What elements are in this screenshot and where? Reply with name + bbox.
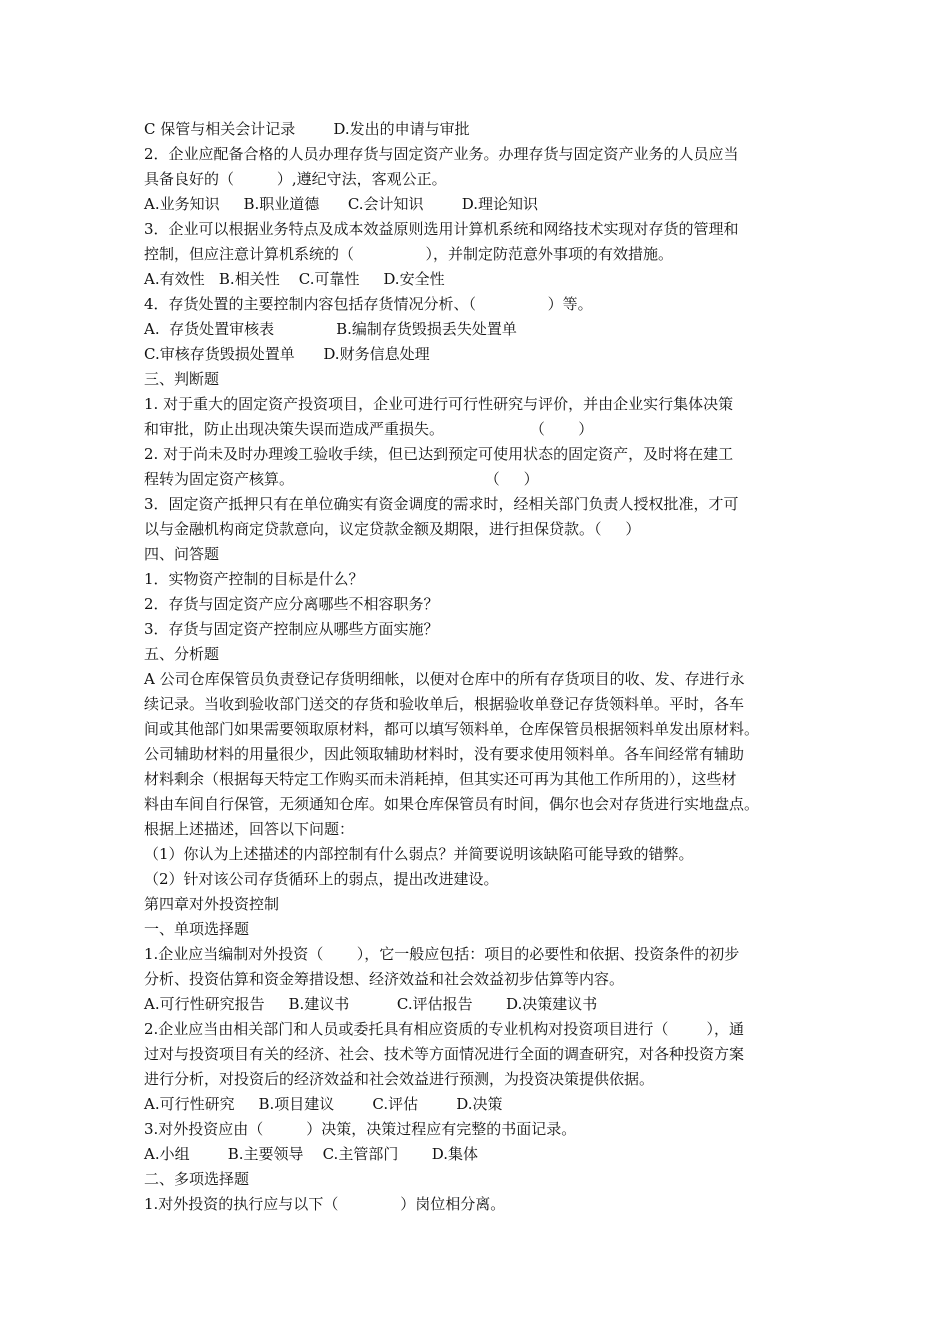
section-heading: 三、判断题 — [144, 370, 220, 388]
section-heading: 一、单项选择题 — [144, 920, 250, 938]
question-line: 2. 对于尚未及时办理竣工验收手续，但已达到预定可使用状态的固定资产，及时将在建工 — [144, 445, 734, 463]
question-line: 2．企业应配备合格的人员办理存货与固定资产业务。办理存货与固定资产业务的人员应当 — [144, 145, 739, 163]
paragraph-line: 续记录。当收到验收部门送交的存货和验收单后，根据验收单登记存货领料单。平时，各车 — [144, 695, 745, 713]
chapter-heading: 第四章对外投资控制 — [144, 895, 280, 913]
section-heading: 五、分析题 — [144, 645, 220, 663]
question-line: 3．存货与固定资产控制应从哪些方面实施？ — [144, 620, 439, 638]
option-line: A.业务知识 B.职业道德 C.会计知识 D.理论知识 — [144, 195, 538, 213]
question-line: 3．固定资产抵押只有在单位确实有资金调度的需求时，经相关部门负责人授权批准，才可 — [144, 495, 739, 513]
question-line: 3.对外投资应由（ ）决策，决策过程应有完整的书面记录。 — [144, 1120, 577, 1138]
option-line: C.审核存货毁损处置单 D.财务信息处理 — [144, 345, 430, 363]
question-line: 1.对外投资的执行应与以下（ ）岗位相分离。 — [144, 1195, 506, 1213]
option-line: A. 存货处置审核表 B.编制存货毁损丢失处置单 — [144, 320, 517, 338]
paragraph-line: 材料剩余（根据每天特定工作购买而未消耗掉，但其实还可再为其他工作所用的），这些材 — [144, 770, 737, 788]
question-line: 1．实物资产控制的目标是什么？ — [144, 570, 364, 588]
option-line: A.可行性研究报告 B.建议书 C.评估报告 D.决策建议书 — [144, 995, 598, 1013]
sub-question-line: （2）针对该公司存货循环上的弱点，提出改进建设。 — [144, 870, 499, 888]
question-line: 4．存货处置的主要控制内容包括存货情况分析、（ ）等。 — [144, 295, 593, 313]
paragraph-line: A 公司仓库保管员负责登记存货明细帐，以便对仓库中的所有存货项目的收、发、存进行永 — [144, 670, 745, 688]
paragraph-line: 根据上述描述，回答以下问题： — [144, 820, 355, 838]
question-line: 过对与投资项目有关的经济、社会、技术等方面情况进行全面的调查研究，对各种投资方案 — [144, 1045, 745, 1063]
question-line: 2.企业应当由相关部门和人员或委托具有相应资质的专业机构对投资项目进行（ ），通 — [144, 1020, 744, 1038]
document-page — [144, 117, 809, 1217]
question-line: 1. 对于重大的固定资产投资项目，企业可进行可行性研究与评价，并由企业实行集体决策 — [144, 395, 734, 413]
section-heading: 四、问答题 — [144, 545, 220, 563]
sub-question-line: （1）你认为上述描述的内部控制有什么弱点？并简要说明该缺陷可能导致的错弊。 — [144, 845, 694, 863]
question-line: 2．存货与固定资产应分离哪些不相容职务？ — [144, 595, 439, 613]
option-line: C 保管与相关会计记录 D.发出的申请与审批 — [144, 120, 470, 138]
question-line: 以与金融机构商定贷款意向，议定贷款金额及期限，进行担保贷款。（ ） — [144, 520, 641, 538]
option-line: A.小组 B.主要领导 C.主管部门 D.集体 — [144, 1145, 478, 1163]
question-line: 分析、投资估算和资金筹措设想、经济效益和社会效益初步估算等内容。 — [144, 970, 625, 988]
question-line: 程转为固定资产核算。 （ ） — [144, 470, 539, 488]
option-line: A.可行性研究 B.项目建议 C.评估 D.决策 — [144, 1095, 503, 1113]
question-line: 具备良好的（ ）,遵纪守法，客观公正。 — [144, 170, 447, 188]
question-line: 1.企业应当编制对外投资（ ），它一般应包括：项目的必要性和依据、投资条件的初步 — [144, 945, 740, 963]
paragraph-line: 料由车间自行保管，无须通知仓库。如果仓库保管员有时间，偶尔也会对存货进行实地盘点。 — [144, 795, 760, 813]
question-line: 和审批，防止出现决策失误而造成严重损失。 （ ） — [144, 420, 594, 438]
question-line: 控制，但应注意计算机系统的（ ），并制定防范意外事项的有效措施。 — [144, 245, 674, 263]
section-heading: 二、多项选择题 — [144, 1170, 250, 1188]
question-line: 进行分析，对投资后的经济效益和社会效益进行预测，为投资决策提供依据。 — [144, 1070, 655, 1088]
question-line: 3．企业可以根据业务特点及成本效益原则选用计算机系统和网络技术实现对存货的管理和 — [144, 220, 739, 238]
paragraph-line: 公司辅助材料的用量很少，因此领取辅助材料时，没有要求使用领料单。各车间经常有辅助 — [144, 745, 745, 763]
paragraph-line: 间或其他部门如果需要领取原材料，都可以填写领料单，仓库保管员根据领料单发出原材料。 — [144, 720, 760, 738]
option-line: A.有效性 B.相关性 C.可靠性 D.安全性 — [144, 270, 445, 288]
